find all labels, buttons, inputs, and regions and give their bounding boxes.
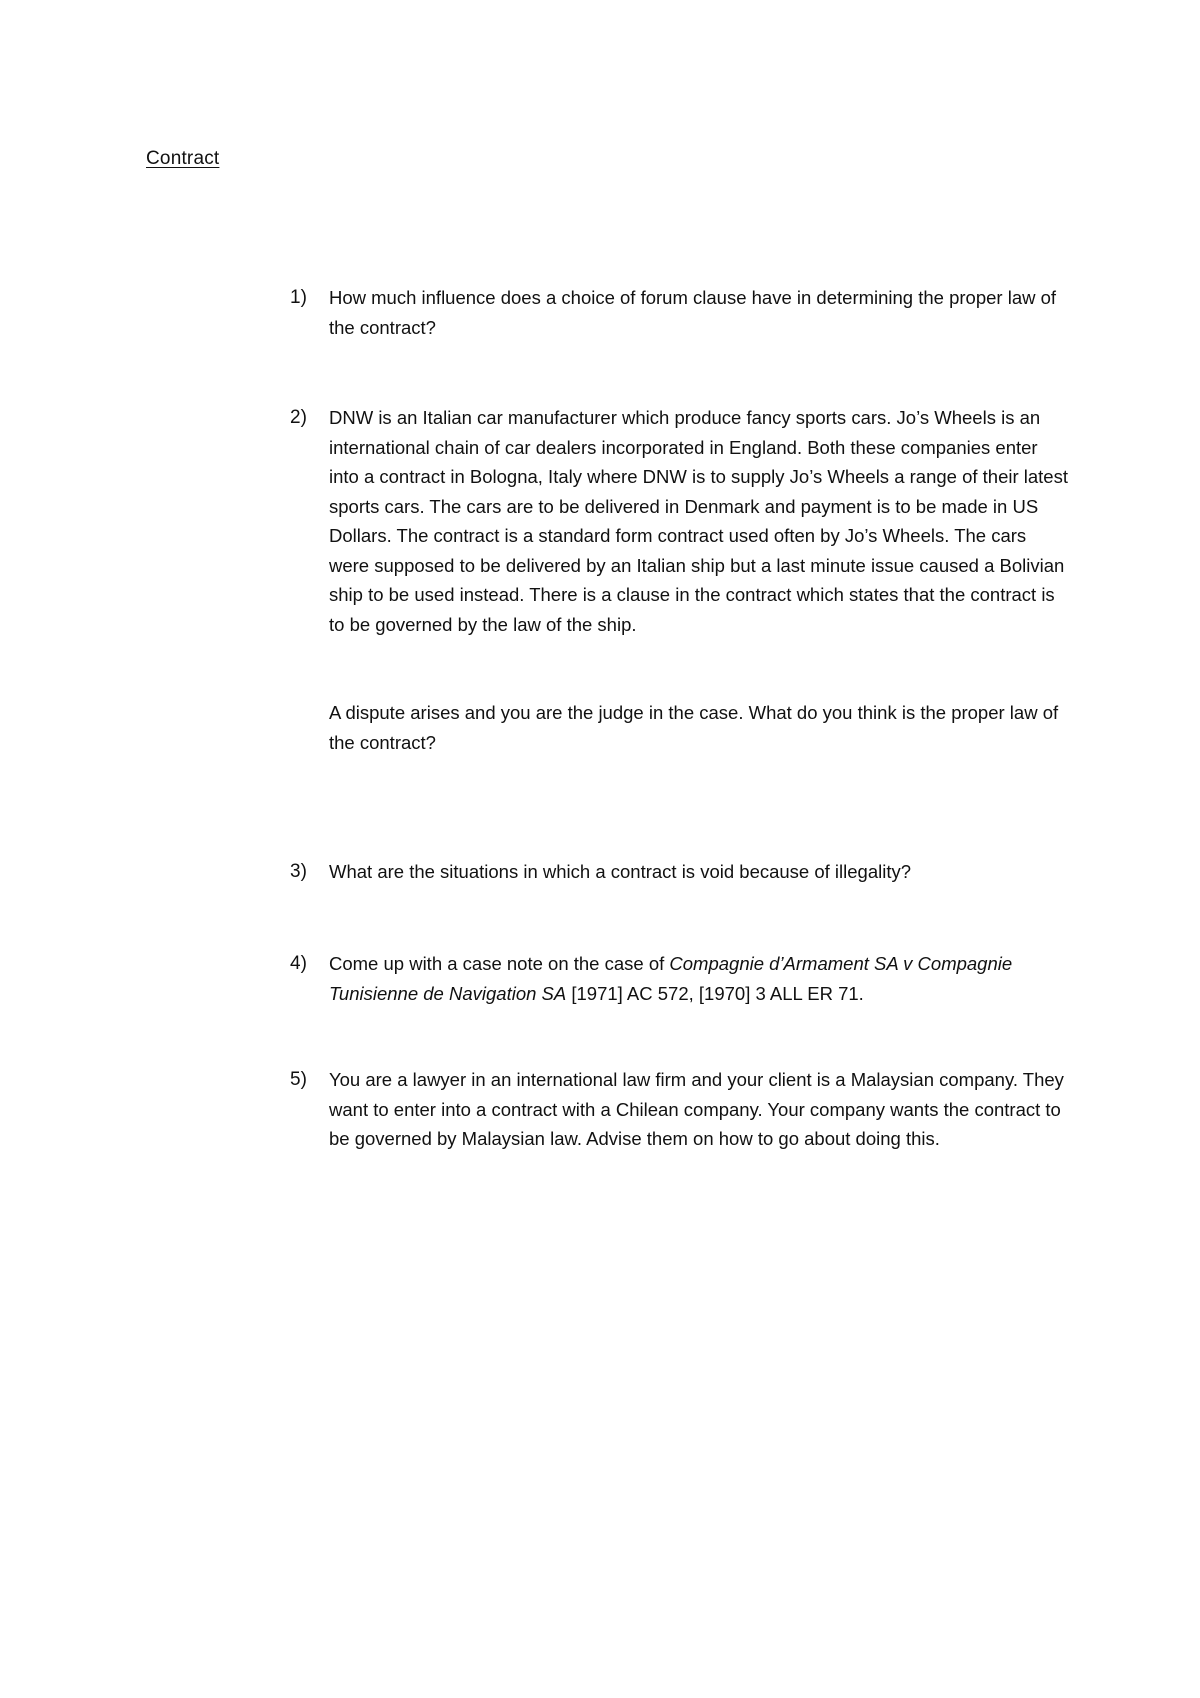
- question-number: 4): [290, 953, 307, 974]
- question-text: How much influence does a choice of forum clause have in determining the proper law of the contract?: [329, 287, 1057, 338]
- question-body: [329, 283, 1069, 342]
- question-number: 5): [290, 1069, 307, 1090]
- question-body: [329, 403, 1069, 757]
- question-body: [329, 857, 1069, 887]
- question-body: [329, 949, 1069, 1008]
- question-text: What are the situations in which a contract is void because of illegality?: [329, 861, 912, 882]
- question-text: DNW is an Italian car manufacturer which produce fancy sports cars. Jo’s Wheels is an international chain of car dealers incorporated in England. Both these companies enter into a contract in Bologna, Italy where DNW is to supply Jo’s Wheels a range of their latest sports cars. The cars are to be delivered in Denmark and payment is to be made in US Dollars. The contract is a standard form contract used often by Jo’s Wheels. The cars were supposed to be delivered by an Italian ship but a last minute issue caused a Bolivian ship to be used instead. There is a clause in the contract which states that the contract is to be governed by the law of the ship.: [329, 407, 1068, 635]
- question-text: You are a lawyer in an international law firm and your client is a Malaysian company. They want to enter into a contract with a Chilean company. Your company wants the contract to be governed by Malaysian law. Advise them on how to go about doing this.: [329, 1069, 1064, 1149]
- case-citation: [1971] AC 572, [1970] 3 ALL ER 71.: [566, 982, 864, 1004]
- case-name: Compagnie d’Armament SA v Compagnie Tunisienne de Navigation SA: [329, 953, 1013, 1004]
- question-number: 1): [290, 287, 307, 308]
- question-number: 2): [290, 407, 307, 428]
- document-title: Contract: [146, 148, 220, 169]
- question-followup: A dispute arises and you are the judge in the case. What do you think is the proper law of the contract?: [329, 702, 1059, 753]
- question-number: 3): [290, 861, 307, 882]
- question-text-intro: Come up with a case note on the case of: [329, 953, 670, 974]
- question-text: [329, 949, 1069, 1008]
- question-body: [329, 1065, 1069, 1154]
